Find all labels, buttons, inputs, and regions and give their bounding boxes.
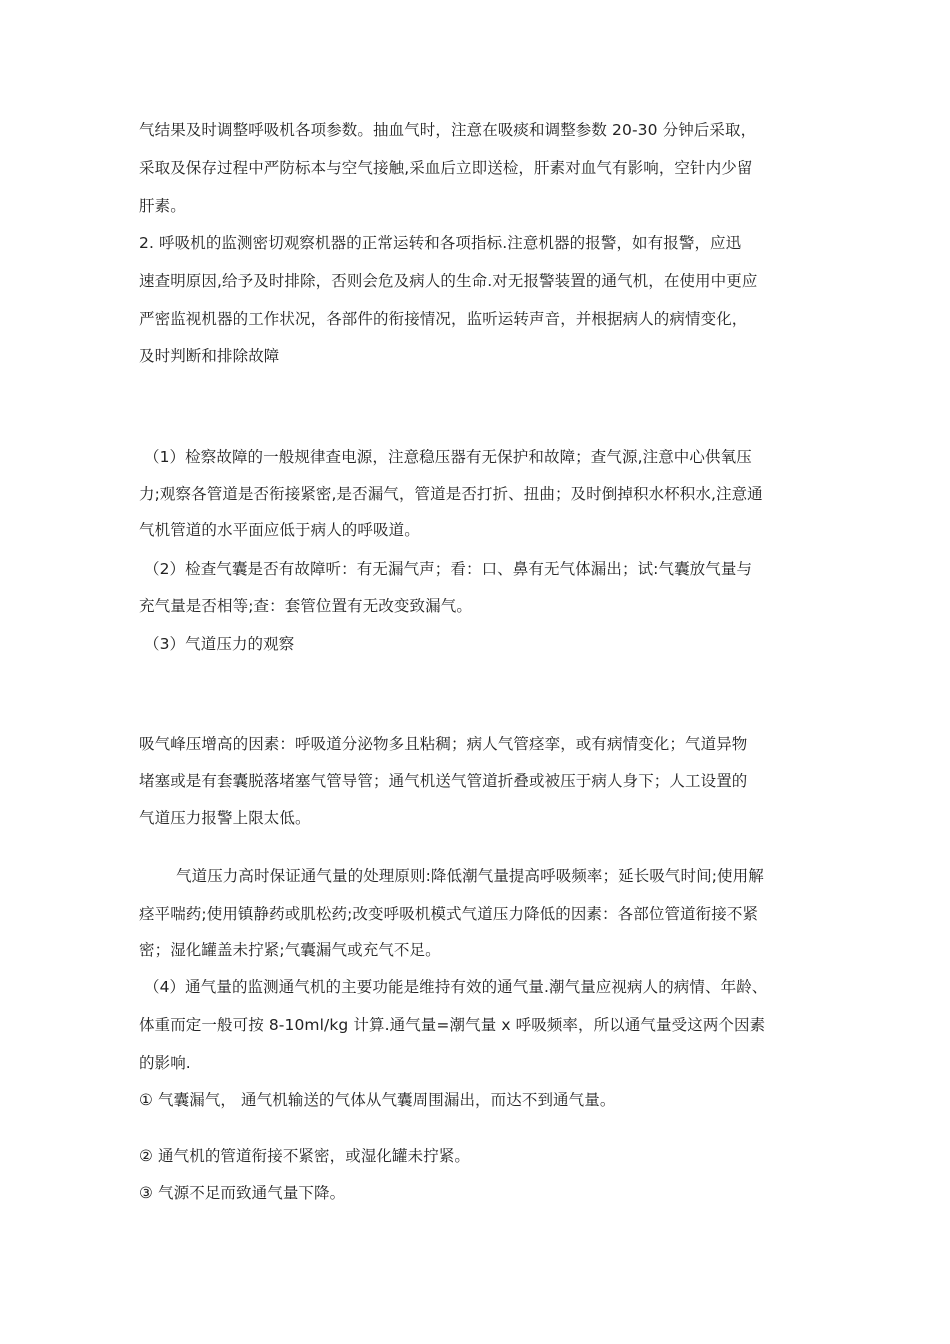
text-line: 气机管道的水平面应低于病人的呼吸道。 — [139, 521, 420, 539]
text-line: 痉平喘药;使用镇静药或肌松药;改变呼吸机模式气道压力降低的因素：各部位管道衔接不紧 — [139, 905, 759, 923]
text-line: 气道压力报警上限太低。 — [139, 809, 311, 827]
text-line: 的影响. — [139, 1054, 191, 1072]
text-line: ② 通气机的管道衔接不紧密，或湿化罐未拧紧。 — [139, 1147, 471, 1165]
text-line: 严密监视机器的工作状况，各部件的衔接情况，监听运转声音，并根据病人的病情变化， — [139, 310, 748, 328]
text-line: （2）检查气囊是否有故障听：有无漏气声；看：口、鼻有无气体漏出；试:气囊放气量与 — [144, 560, 753, 578]
text-line: 2. 呼吸机的监测密切观察机器的正常运转和各项指标.注意机器的报警，如有报警，应迅 — [139, 234, 742, 252]
text-line: 体重而定一般可按 8-10ml/kg 计算.通气量=潮气量 x 呼吸频率，所以通气量受这两个因素 — [139, 1016, 766, 1034]
text-line: 力;观察各管道是否衔接紧密,是否漏气，管道是否打折、扭曲；及时倒掉积水杯积水,注意通 — [139, 485, 763, 503]
text-line: 密；湿化罐盖未拧紧;气囊漏气或充气不足。 — [139, 941, 441, 959]
text-line: ③ 气源不足而致通气量下降。 — [139, 1184, 346, 1202]
text-line: （3）气道压力的观察 — [144, 635, 295, 653]
text-line: 采取及保存过程中严防标本与空气接触,采血后立即送检，肝素对血气有影响，空针内少留 — [139, 159, 753, 177]
text-line: 及时判断和排除故障 — [139, 347, 280, 365]
text-line: （4）通气量的监测通气机的主要功能是维持有效的通气量.潮气量应视病人的病情、年龄、 — [144, 978, 768, 996]
text-line: 吸气峰压增高的因素：呼吸道分泌物多且粘稠；病人气管痉挛，或有病情变化；气道异物 — [139, 735, 748, 753]
text-line: 气结果及时调整呼吸机各项参数。抽血气时，注意在吸痰和调整参数 20-30 分钟后采取， — [139, 121, 757, 139]
text-line: 堵塞或是有套囊脱落堵塞气管导管；通气机送气管道折叠或被压于病人身下；人工设置的 — [139, 772, 748, 790]
text-line: 充气量是否相等;查：套管位置有无改变致漏气。 — [139, 597, 472, 615]
text-line: 速查明原因,给予及时排除，否则会危及病人的生命.对无报警装置的通气机，在使用中更应 — [139, 272, 758, 290]
text-line: （1）检察故障的一般规律查电源，注意稳压器有无保护和故障；查气源,注意中心供氧压 — [144, 448, 752, 466]
text-line: 气道压力高时保证通气量的处理原则:降低潮气量提高呼吸频率；延长吸气时间;使用解 — [176, 867, 764, 885]
text-line: ① 气囊漏气， 通气机输送的气体从气囊周围漏出，而达不到通气量。 — [139, 1091, 616, 1109]
text-line: 肝素。 — [139, 197, 186, 215]
